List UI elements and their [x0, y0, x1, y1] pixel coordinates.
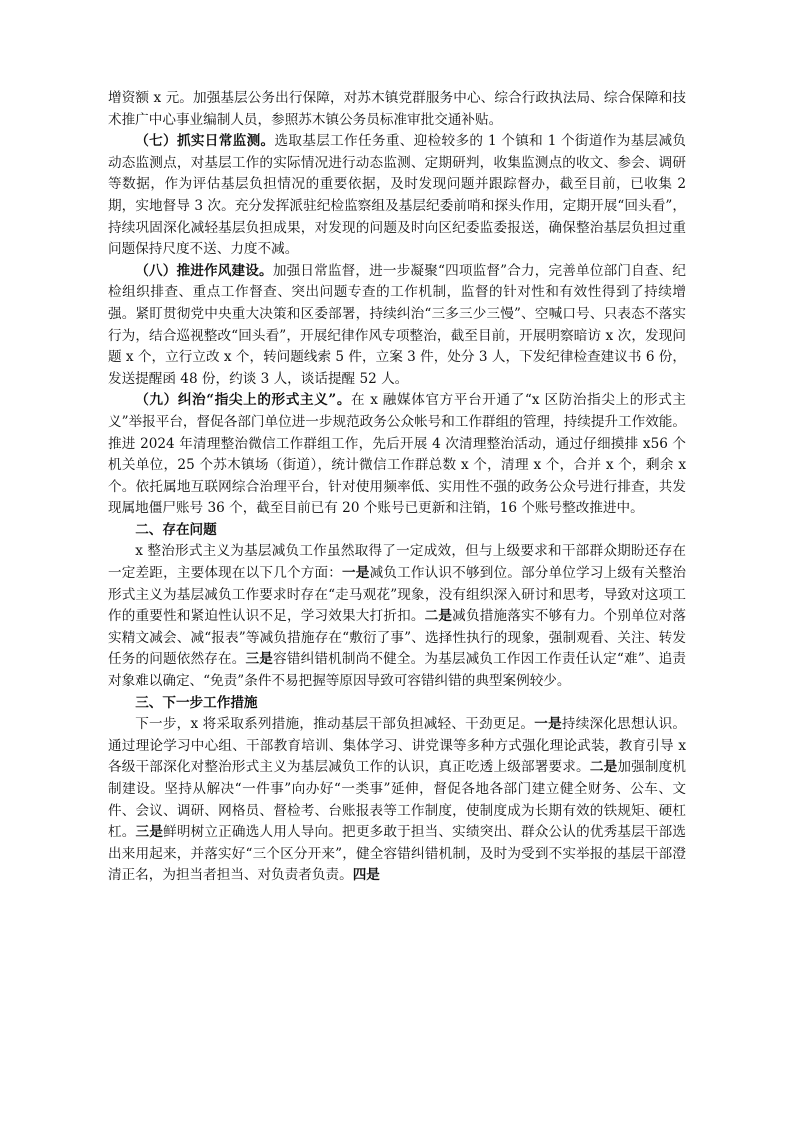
heading-next-steps: 三、下一步工作措施	[135, 694, 258, 711]
section-lead: （八）推进作风建设。	[135, 262, 273, 279]
paragraph-text: 减负工作认识不够到位。部分单位学习上级有关整治形式主义为基层减负工作要求时存在“走马观花”现象，没有组织深入研讨和思考，导致对这项工作的重要性和紧迫性认识不足，学习效果大打折扣。	[108, 565, 687, 625]
paragraph-text: 加强制度机制建设。坚持从解决“一件事”向办好“一类事”延伸，督促各地各部门建立健全财务、公车、文件、会议、调研、网格员、督检考、台账报表等工作制度，使制度成为长期有效的铁规矩、硬杠杠。	[108, 759, 687, 841]
paragraph-daily-monitoring	[108, 131, 686, 261]
paragraph-text: 下一步，x 将采取系列措施，推动基层干部负担减轻、干劲更足。	[135, 716, 535, 733]
heading-problems: 二、存在问题	[135, 521, 217, 538]
paragraph-text: 鲜明树立正确选人用人导向。把更多敢于担当、实绩突出、群众公认的优秀基层干部选出来用起来，并落实好“三个区分开来”，健全容错纠错机制，及时为受到不实举报的基层干部澄清正名，为担当者担当、对负责者负责。	[108, 824, 687, 884]
paragraph-text: 加强日常监督，进一步凝聚“四项监督”合力，完善单位部门自查、纪检组织排查、重点工作督查、突出问题专查的工作机制，监督的针对性和有效性得到了持续增强。紧盯贯彻党中央重大决策和区委部署，持续纠治“三多三少三慢”、空喊口号、只表态不落实行为，结合巡视整改“回头看”，开展纪律作风专项整治，截至目前，开展明察暗访 x 次，发现问题 x 个，立行立改 x 个，转问题线索 5 件，立案 3 件，处分 3 人，下发纪律检查建议书 6 份，发送提醒函 48 份，约谈 3 人，谈话提醒 52 人。	[108, 262, 686, 387]
paragraph-text: 持续深化思想认识。通过理论学习中心组、干部教育培训、集体学习、讲党课等多种方式强化理论武装，教育引导 x 各级干部深化对整治形式主义为基层减负工作的认识，真正吃透上级部署要求。	[108, 716, 687, 776]
document-page	[108, 88, 686, 887]
paragraph-text: x 整治形式主义为基层减负工作虽然取得了一定成效，但与上级要求和干部群众期盼还存在一定差距，主要体现在以下几个方面：	[108, 543, 686, 582]
point-marker: 三是	[245, 651, 274, 668]
paragraph-text: 在 x 融媒体官方平台开通了“x 区防治指尖上的形式主义”举报平台，督促各部门单位进一步规范政务公众帐号和工作群组的管理，持续提升工作效能。推进 2024 年清理整治微信工作群组工作，先后开展 4 次清理整治活动，通过仔细摸排 x56 个机关单位，25 个苏木镇场（街道），统计微信工作群总数 x 个，清理 x 个，合并 x 个，剩余 x 个。依托属地互联网综合治理平台，针对使用频率低、实用性不强的政务公众号进行排查，共发现属地僵尸账号 36 个，截至目前已有 20 个账号已更新和注销，16 个账号整改推进中。	[108, 392, 686, 517]
paragraph-text: 减负措施落实不够有力。个别单位对落实精文减会、减“报表”等减负措施存在“敷衍了事”、选择性执行的现象，强制观看、关注、转发任务的问题依然存在。	[108, 608, 687, 668]
paragraph-fingertip-formalism	[108, 390, 686, 520]
point-marker: 四是	[352, 867, 380, 884]
paragraph-next-steps	[108, 714, 686, 887]
paragraph-text: 容错纠错机制尚不健全。为基层减负工作因工作责任认定“难”、追责对象难以确定、“免责”条件不易把握等原因导致可容错纠错的典型案例较少。	[108, 651, 686, 690]
point-marker: 二是	[589, 759, 618, 776]
paragraph-text: 选取基层工作任务重、迎检较多的 1 个镇和 1 个街道作为基层减负动态监测点，对基层工作的实际情况进行动态监测、定期研判，收集监测点的收文、参会、调研等数据，作为评估基层负担情况的重要依据，及时发现问题并跟踪督办，截至目前，已收集 2 期，实地督导 3 次。充分发挥派驻纪检监察组及基层纪委前哨和探头作用，定期开展“回头看”，持续巩固深化减轻基层负担成果，对发现的问题及时向区纪委监委报送，确保整治基层负担过重问题保持尺度不送、力度不减。	[108, 133, 686, 258]
point-marker: 三是	[135, 824, 164, 841]
paragraph-work-style	[108, 261, 686, 391]
section-lead: （七）抓实日常监测。	[135, 133, 275, 150]
paragraph-continuation: 增资额 x 元。加强基层公务出行保障，对苏木镇党群服务中心、综合行政执法局、综合保障和技术推广中心事业编制人员，参照苏木镇公务员标准审批交通补贴。	[108, 90, 686, 128]
paragraph-problems	[108, 541, 686, 692]
point-marker: 一是	[534, 716, 562, 733]
section-lead: （九）纠治“指尖上的形式主义”。	[135, 392, 352, 409]
point-marker: 二是	[424, 608, 453, 625]
point-marker: 一是	[342, 565, 370, 582]
